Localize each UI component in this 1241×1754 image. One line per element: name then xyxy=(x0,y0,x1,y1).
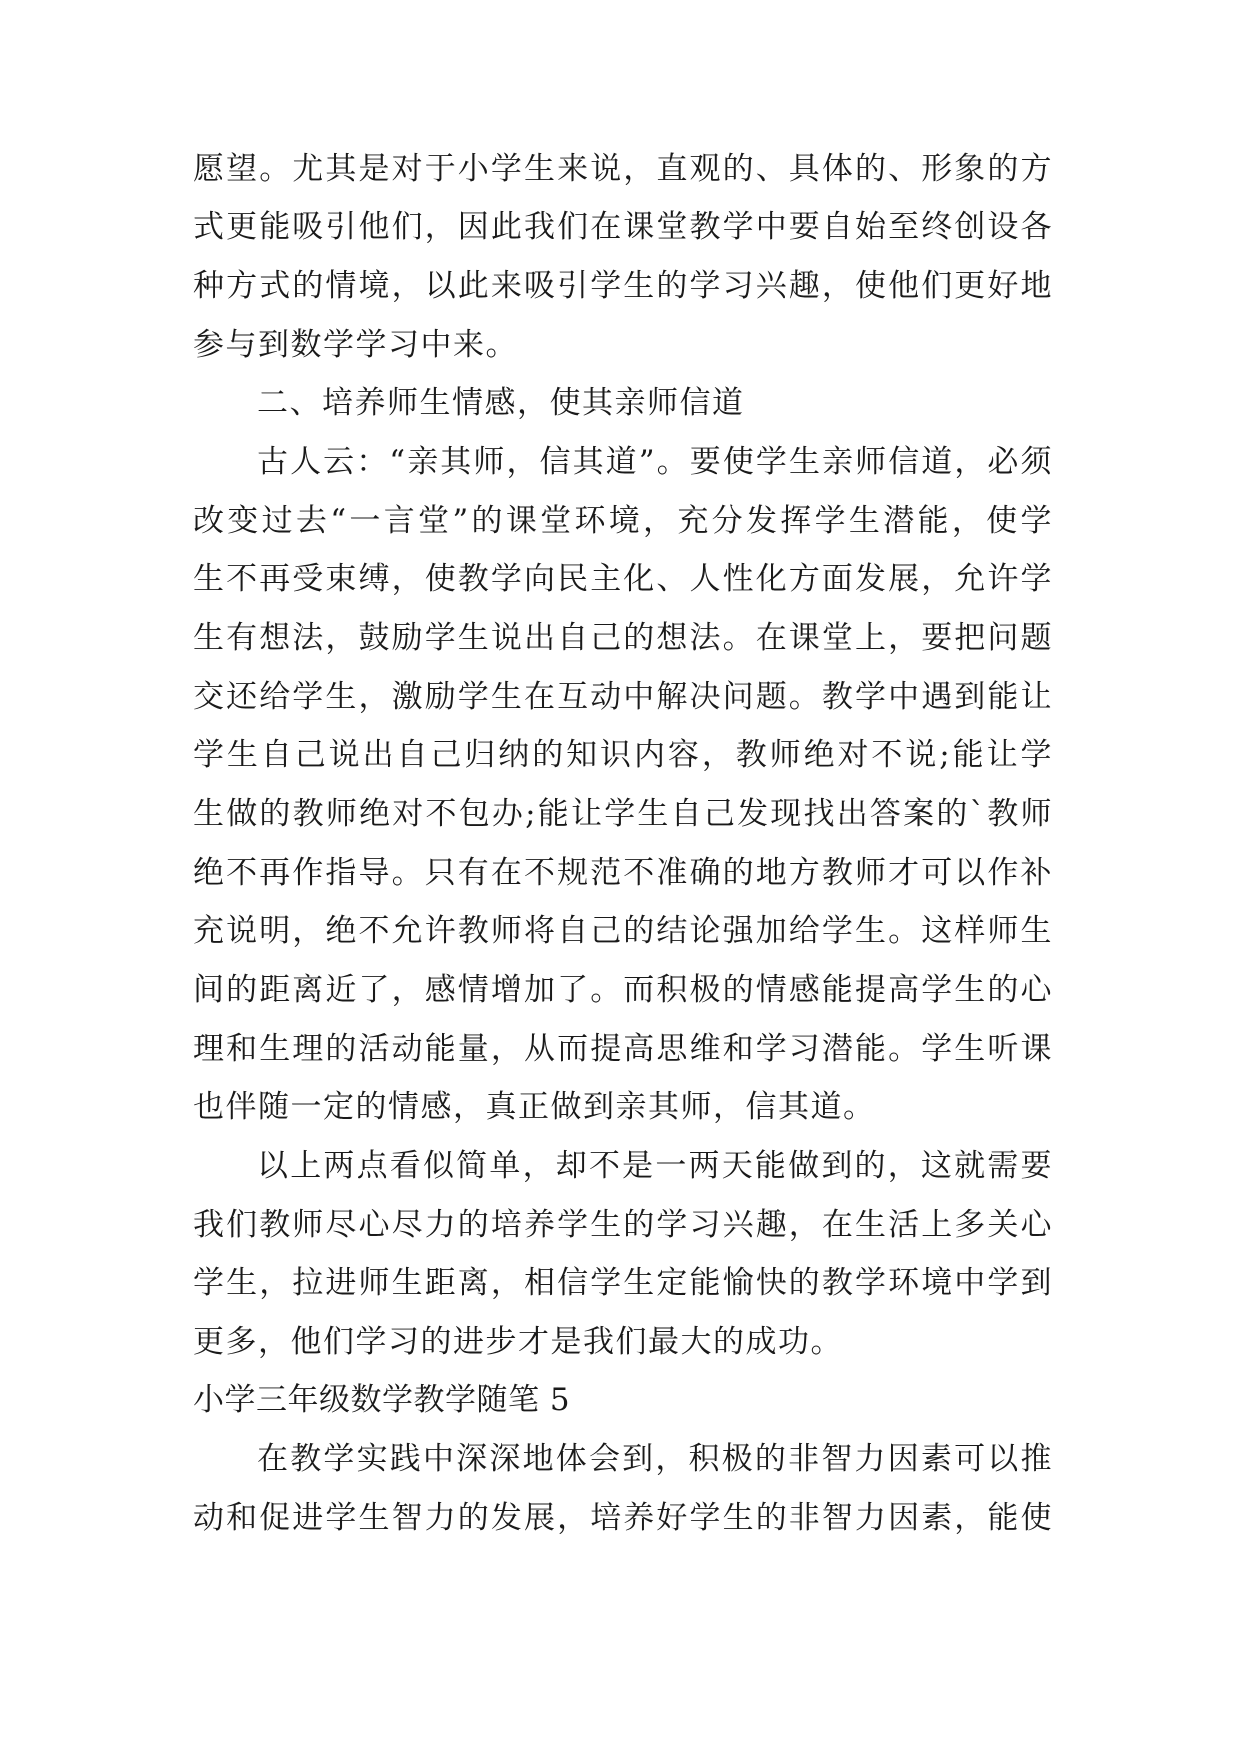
paragraph-line: 参与到数学学习中来。 xyxy=(193,327,518,363)
paragraph-line: 更多，他们学习的进步才是我们最大的成功。 xyxy=(193,1324,843,1360)
paragraph-line: 式更能吸引他们，因此我们在课堂教学中要自始至终创设各 xyxy=(193,209,1053,245)
article-title: 小学三年级数学教学随笔 5 xyxy=(193,1382,571,1418)
paragraph-line: 充说明，绝不允许教师将自己的结论强加给学生。这样师生 xyxy=(193,913,1053,949)
paragraph-line: 古人云：“亲其师，信其道”。要使学生亲师信道，必须 xyxy=(257,444,1053,480)
section-heading: 二、培养师生情感，使其亲师信道 xyxy=(257,385,745,421)
paragraph-line: 也伴随一定的情感，真正做到亲其师，信其道。 xyxy=(193,1089,876,1125)
paragraph-line: 种方式的情境，以此来吸引学生的学习兴趣，使他们更好地 xyxy=(193,268,1053,304)
paragraph-line: 生有想法，鼓励学生说出自己的想法。在课堂上，要把问题 xyxy=(193,620,1053,656)
paragraph-line: 改变过去“一言堂”的课堂环境，充分发挥学生潜能，使学 xyxy=(193,503,1053,539)
paragraph-line: 愿望。尤其是对于小学生来说，直观的、具体的、形象的方 xyxy=(193,151,1053,187)
paragraph-line: 动和促进学生智力的发展，培养好学生的非智力因素，能使 xyxy=(193,1500,1053,1536)
paragraph-line: 理和生理的活动能量，从而提高思维和学习潜能。学生听课 xyxy=(193,1031,1053,1067)
paragraph-line: 学生，拉进师生距离，相信学生定能愉快的教学环境中学到 xyxy=(193,1265,1053,1301)
paragraph-line: 在教学实践中深深地体会到，积极的非智力因素可以推 xyxy=(257,1441,1053,1477)
paragraph-line: 以上两点看似简单，却不是一两天能做到的，这就需要 xyxy=(257,1148,1053,1184)
paragraph-line: 绝不再作指导。只有在不规范不准确的地方教师才可以作补 xyxy=(193,855,1053,891)
paragraph-line: 学生自己说出自己归纳的知识内容，教师绝对不说;能让学 xyxy=(193,737,1053,773)
paragraph-line: 生做的教师绝对不包办;能让学生自己发现找出答案的`教师 xyxy=(193,796,1053,832)
paragraph-line: 间的距离近了，感情增加了。而积极的情感能提高学生的心 xyxy=(193,972,1053,1008)
paragraph-line: 生不再受束缚，使教学向民主化、人性化方面发展，允许学 xyxy=(193,561,1053,597)
paragraph-line: 交还给学生，激励学生在互动中解决问题。教学中遇到能让 xyxy=(193,679,1053,715)
paragraph-line: 我们教师尽心尽力的培养学生的学习兴趣，在生活上多关心 xyxy=(193,1207,1053,1243)
